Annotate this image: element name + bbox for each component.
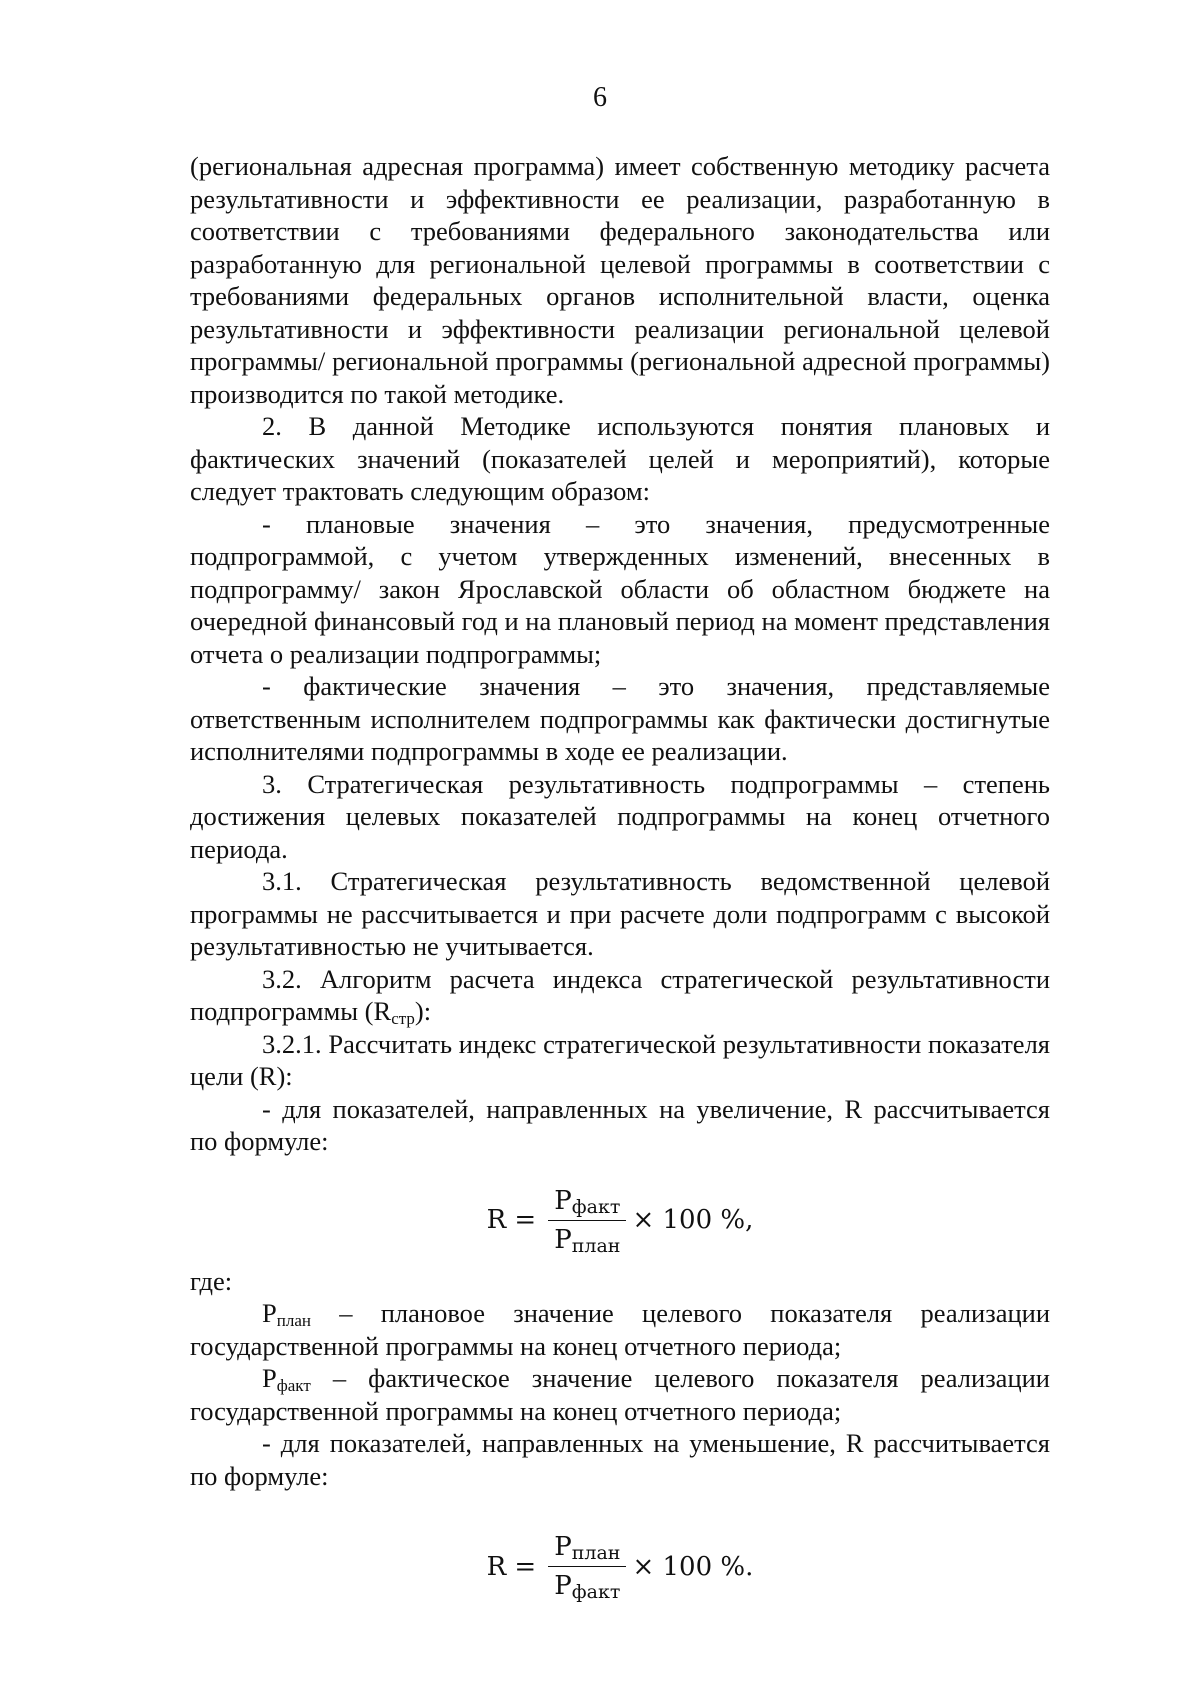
paragraph: (региональная адресная программа) имеет собственную методику расчета результативности и эффективности ее реализации, разработанную в соответствии с требованиями федерального законодательства или разработанную для региональной целевой программы в соответствии с требованиями федеральных органов исполнительной власти, оценка результативности и эффективности реализации региональной целевой программы/ региональной программы (региональной адресной программы) производится по такой методике. — [190, 151, 1050, 409]
formula-lhs: R = — [486, 1205, 537, 1235]
paragraph-text: – фактическое значение целевого показателя реализации государственной программы на конец отчетного периода; — [190, 1363, 1050, 1426]
formula-numerator — [548, 1186, 626, 1221]
formula-numerator — [548, 1532, 626, 1567]
paragraph-text: ): — [414, 996, 432, 1026]
formula-increase — [190, 1186, 1050, 1255]
numerator-symbol: P — [554, 1185, 572, 1216]
paragraph: 3.2.1. Рассчитать индекс стратегической результативности показателя цели (R): — [190, 1028, 1050, 1091]
paragraph: - плановые значения – это значения, предусмотренные подпрограммой, с учетом утвержденных изменений, внесенных в подпрограмму/ закон Ярославской области об областном бюджете на очередной финансовый год и на плановый период на момент представления отчета о реализации подпрограммы; — [190, 508, 1050, 669]
denominator-symbol: P — [554, 1571, 572, 1601]
paragraph: 3. Стратегическая результативность подпрограммы – степень достижения целевых показателей подпрограммы на конец отчетного периода. — [190, 768, 1050, 864]
subscript: стр — [391, 1009, 415, 1028]
formula-rhs: × 100 %. — [632, 1551, 754, 1582]
numerator-symbol: P — [554, 1532, 572, 1562]
paragraph-text: – плановое значение целевого показателя реализации государственной программы на конец отчетного периода; — [190, 1298, 1050, 1361]
paragraph — [190, 1362, 1050, 1427]
paragraph: 2. В данной Методике используются понятия плановых и фактических значений (показателей целей и мероприятий), которые следует трактовать следующим образом: — [190, 411, 1050, 506]
subscript: факт — [276, 1376, 311, 1395]
formula-fraction — [548, 1532, 626, 1601]
paragraph: - для показателей, направленных на увеличение, R рассчитывается по формуле: — [190, 1093, 1050, 1156]
paragraph: - для показателей, направленных на уменьшение, R рассчитывается по формуле: — [190, 1428, 1050, 1491]
paragraph: - фактические значения – это значения, представляемые ответственным исполнителем подпрограммы как фактически достигнутые исполнителями подпрограммы в ходе ее реализации. — [190, 671, 1050, 766]
formula-rhs: × 100 %, — [632, 1205, 754, 1235]
symbol: P — [262, 1363, 277, 1393]
formula-decrease — [190, 1532, 1050, 1601]
formula-denominator — [548, 1221, 626, 1255]
numerator-subscript: факт — [571, 1195, 621, 1218]
subscript: план — [276, 1311, 311, 1330]
denominator-subscript: факт — [571, 1581, 621, 1603]
where-label: где: — [190, 1265, 233, 1296]
paragraph: 3.1. Стратегическая результативность ведомственной целевой программы не рассчитывается и при расчете доли подпрограмм с высокой результативностью не учитывается. — [190, 866, 1050, 961]
formula-denominator — [548, 1567, 626, 1601]
paragraph — [190, 963, 1050, 1028]
denominator-symbol: P — [554, 1224, 572, 1255]
paragraph-text: 3.2. Алгоритм расчета индекса стратегической результативности подпрограммы (R — [190, 963, 1050, 1026]
page-number: 6 — [593, 82, 607, 113]
denominator-subscript: план — [571, 1234, 621, 1257]
formula-fraction — [548, 1186, 626, 1255]
formula-lhs: R = — [486, 1551, 537, 1582]
symbol: P — [262, 1298, 277, 1328]
numerator-subscript: план — [571, 1542, 621, 1564]
paragraph — [190, 1297, 1050, 1362]
document-body — [190, 150, 1050, 1611]
